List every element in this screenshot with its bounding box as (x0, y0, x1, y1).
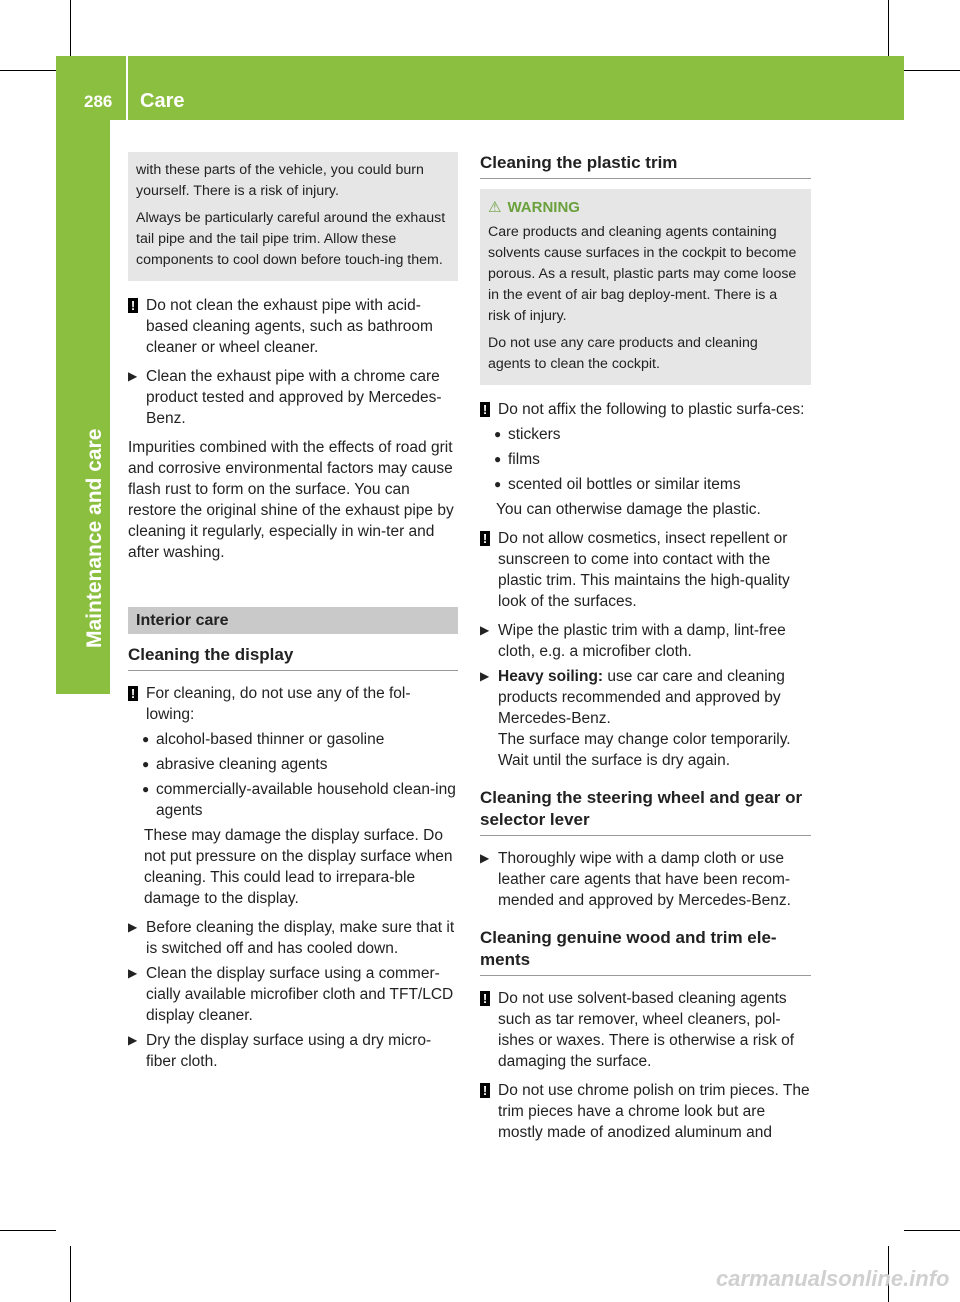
step-text: The surface may change color temporarily. Wait until the surface is dry again. (498, 731, 791, 769)
step-text: Before cleaning the display, make sure that it is switched off and has cooled down. (146, 919, 455, 957)
bullet-icon: ● (494, 452, 502, 466)
list-item-text: commercially-available household clean-ing agents (156, 781, 456, 819)
exclamation-icon: ! (480, 402, 490, 417)
crop-mark (70, 0, 71, 56)
crop-mark (904, 1230, 960, 1231)
arrow-right-icon: ▶ (128, 1033, 138, 1047)
warning-title (488, 197, 803, 218)
instruction-step (128, 963, 458, 1026)
note-text: Do not use chrome polish on trim pieces. The trim pieces have a chrome look but are mostly made of anodized aluminum and (498, 1082, 810, 1141)
exclamation-icon: ! (480, 1083, 490, 1098)
left-column (128, 152, 458, 1072)
watermark: carmanualsonline.info (716, 1266, 950, 1291)
crop-mark (888, 0, 889, 56)
list-item-text: scented oil bottles or similar items (508, 476, 741, 493)
subsection-heading: Cleaning the plastic trim (480, 152, 811, 179)
section-heading: Interior care (128, 607, 458, 634)
note-text: Do not clean the exhaust pipe with acid-based cleaning agents, such as bathroom cleaner or wheel cleaner. (146, 297, 433, 356)
list-item (480, 424, 811, 445)
list-item-text: stickers (508, 426, 561, 443)
note-text: You can otherwise damage the plastic. (496, 501, 761, 518)
warning-box-continued (128, 152, 458, 281)
list-item-text: alcohol-based thinner or gasoline (156, 731, 385, 748)
note-text: Do not allow cosmetics, insect repellent or sunscreen to come into contact with the plastic trim. This maintains the high-quality look of the surfaces. (498, 530, 790, 610)
bullet-icon: ● (142, 782, 150, 796)
arrow-right-icon: ▶ (480, 669, 490, 683)
arrow-right-icon: ▶ (128, 369, 138, 383)
note (480, 528, 811, 612)
note-text: These may damage the display surface. Do not put pressure on the display surface when cleaning. This could lead to irrepara-ble damage to the display. (144, 827, 453, 907)
exclamation-icon: ! (480, 991, 490, 1006)
note-text: Do not use solvent-based cleaning agents such as tar remover, wheel cleaners, pol-ishes or waxes. There is otherwise a risk of damaging the surface. (498, 990, 795, 1070)
instruction-step (480, 848, 811, 911)
exclamation-icon: ! (128, 298, 138, 313)
arrow-right-icon: ▶ (480, 623, 490, 637)
instruction-step (128, 366, 458, 429)
crop-mark (70, 1246, 71, 1302)
step-text: Dry the display surface using a dry micro-fiber cloth. (146, 1032, 432, 1070)
instruction-step (128, 917, 458, 959)
step-text: Wipe the plastic trim with a damp, lint-free cloth, e.g. a microfiber cloth. (498, 622, 786, 660)
crop-mark (0, 70, 56, 71)
list-item (480, 449, 811, 470)
subsection-heading: Cleaning genuine wood and trim ele-ments (480, 927, 811, 976)
note (480, 988, 811, 1072)
step-text-rest: use car care and cleaning products recommended and approved by Mercedes-Benz. (498, 668, 785, 727)
subsection-heading: Cleaning the display (128, 644, 458, 671)
side-tab (56, 120, 110, 694)
note (128, 295, 458, 358)
header-separator (126, 56, 128, 120)
warning-text: Do not use any care products and cleaning agents to clean the cockpit. (488, 335, 758, 372)
side-tab-label: Maintenance and care (83, 428, 106, 648)
warning-text: Care products and cleaning agents containing solvents cause surfaces in the cockpit to become porous. As a result, plastic parts may come loose in the event of air bag deploy-ment. There is a risk of injury. (488, 224, 797, 324)
right-column (480, 152, 811, 1143)
arrow-right-icon: ▶ (128, 966, 138, 980)
crop-mark (904, 70, 960, 71)
bullet-icon: ● (142, 732, 150, 746)
list-item (480, 474, 811, 495)
exclamation-icon: ! (128, 686, 138, 701)
list-item (128, 779, 458, 821)
page-header (56, 56, 904, 120)
bullet-icon: ● (142, 757, 150, 771)
list-item-text: abrasive cleaning agents (156, 756, 328, 773)
bullet-icon: ● (494, 477, 502, 491)
crop-mark (0, 1230, 56, 1231)
instruction-step (128, 1030, 458, 1072)
warning-triangle-icon: ⚠ (488, 199, 502, 216)
arrow-right-icon: ▶ (480, 851, 490, 865)
bullet-icon: ● (494, 427, 502, 441)
arrow-right-icon: ▶ (128, 920, 138, 934)
step-text (498, 666, 811, 729)
step-text: Thoroughly wipe with a damp cloth or use leather care agents that have been recom-mended and approved by Mercedes-Benz. (498, 850, 791, 909)
exclamation-icon: ! (480, 531, 490, 546)
subsection-heading: Cleaning the steering wheel and gear or selector lever (480, 787, 811, 836)
instruction-step (480, 620, 811, 662)
note (480, 1080, 811, 1143)
list-item (128, 729, 458, 750)
warning-box (480, 189, 811, 385)
instruction-step (480, 666, 811, 771)
warning-text: Always be particularly careful around the exhaust tail pipe and the tail pipe trim. Allow these components to cool down before touch-ing them. (136, 210, 446, 268)
paragraph: Impurities combined with the effects of road grit and corrosive environmental factors may cause flash rust to form on the surface. You can restore the original shine of the exhaust pipe by cleaning it regularly, especially in win-ter and after washing. (128, 439, 454, 561)
warning-text: with these parts of the vehicle, you could burn yourself. There is a risk of injury. (136, 162, 424, 199)
list-item-text: films (508, 451, 540, 468)
note-text: Do not affix the following to plastic surfa-ces: (498, 401, 805, 418)
step-bold-label: Heavy soiling: (498, 668, 604, 685)
warning-title-text: WARNING (507, 199, 580, 216)
page-number: 286 (84, 92, 113, 111)
step-text: Clean the exhaust pipe with a chrome care product tested and approved by Mercedes-Benz. (146, 368, 442, 427)
section-title: Care (140, 90, 185, 112)
step-text: Clean the display surface using a commer-cially available microfiber cloth and TFT/LCD display cleaner. (146, 965, 454, 1024)
note (128, 683, 458, 725)
list-item (128, 754, 458, 775)
note (480, 399, 811, 420)
note-text: For cleaning, do not use any of the fol-lowing: (146, 685, 411, 723)
